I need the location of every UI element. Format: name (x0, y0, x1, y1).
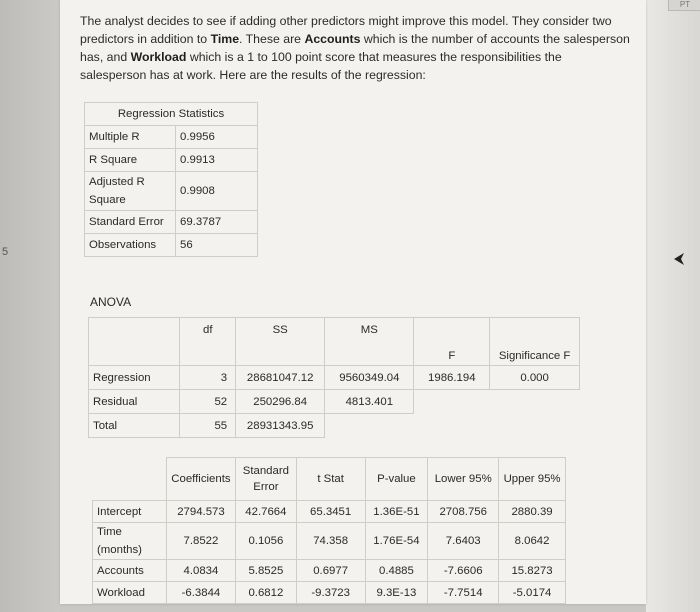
table-row: Accounts 4.0834 5.8525 0.6977 0.4885 -7.6606 15.8273 (93, 560, 566, 582)
table-row: Time (months) 7.8522 0.1056 74.358 1.76E-54 7.6403 8.0642 (93, 523, 566, 560)
table-header-row: Coefficients Standard Error t Stat P-value Lower 95% Upper 95% (93, 458, 566, 501)
regression-statistics-title: Regression Statistics (85, 103, 258, 126)
table-row: Observations 56 (85, 234, 258, 257)
left-screen-edge (0, 0, 60, 612)
corner-tab[interactable]: PT (668, 0, 700, 11)
table-row: Standard Error 69.3787 (85, 211, 258, 234)
problem-statement: The analyst decides to see if adding other predictors might improve this model. They consider two predictors in addition to Time. These are Accounts which is the number of accounts the salesperson has, and Workload which is a 1 to 100 point score that measures the responsibilities the salesperson has at work. Here are the results of the regression: (80, 14, 630, 82)
anova-title: ANOVA (90, 295, 132, 309)
table-row: Total 55 28931343.95 (89, 414, 580, 438)
right-screen-edge (646, 0, 700, 612)
term-time: Time (210, 32, 240, 46)
term-workload: Workload (130, 50, 187, 64)
term-accounts: Accounts (304, 32, 361, 46)
table-row: Residual 52 250296.84 4813.401 (89, 390, 580, 414)
table-row: Intercept 2794.573 42.7664 65.3451 1.36E-51 2708.756 2880.39 (93, 501, 566, 523)
table-row: R Square 0.9913 (85, 149, 258, 172)
table-row: Workload -6.3844 0.6812 -9.3723 9.3E-13 -7.7514 -5.0174 (93, 582, 566, 604)
mouse-cursor-icon (673, 252, 685, 266)
table-row: Adjusted R Square 0.9908 (85, 172, 258, 211)
table-header-row: df SS MS F Significance F (89, 318, 580, 366)
left-margin-mark: 5 (2, 246, 9, 258)
regression-statistics-table (84, 102, 258, 257)
anova-table (88, 317, 580, 438)
table-row: Regression 3 28681047.12 9560349.04 1986.194 0.000 (89, 366, 580, 390)
table-row: Multiple R 0.9956 (85, 126, 258, 149)
coefficients-table (92, 457, 566, 604)
